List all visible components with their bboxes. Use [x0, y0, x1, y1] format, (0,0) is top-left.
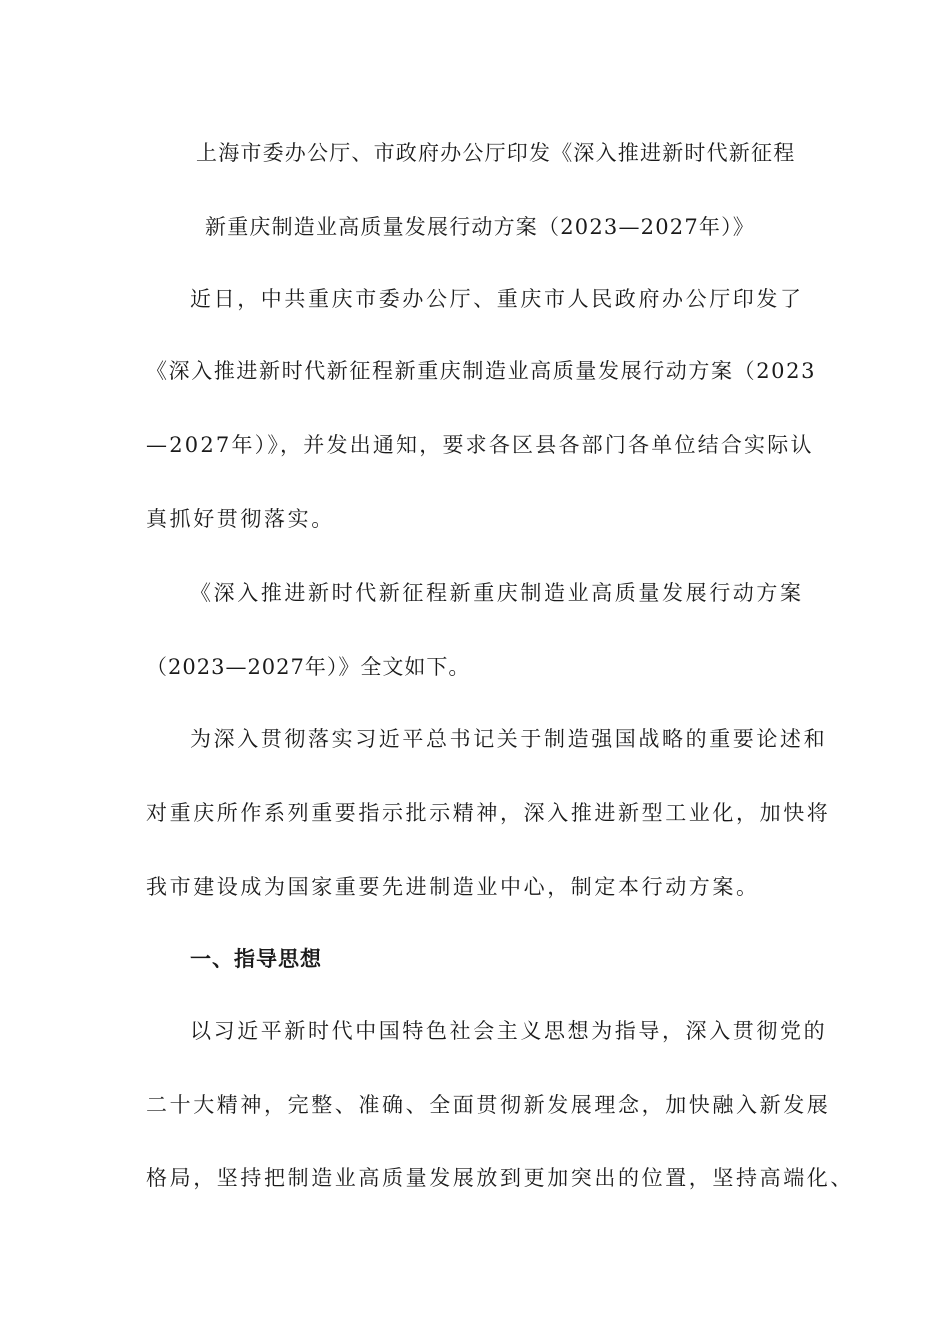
document-title-line-1: 上海市委办公厅、市政府办公厅印发《深入推进新时代新征程	[196, 141, 796, 165]
paragraph-4-line-2: 二十大精神，完整、准确、全面贯彻新发展理念，加快融入新发展	[146, 1093, 831, 1117]
paragraph-4-line-3: 格局，坚持把制造业高质量发展放到更加突出的位置，坚持高端化、	[146, 1166, 854, 1190]
section-heading: 一、指导思想	[190, 946, 322, 971]
paragraph-1-line-3: —2027年）》，并发出通知，要求各区县各部门各单位结合实际认	[146, 433, 814, 457]
paragraph-4-line-1: 以习近平新时代中国特色社会主义思想为指导，深入贯彻党的	[190, 1019, 828, 1043]
paragraph-3-line-1: 为深入贯彻落实习近平总书记关于制造强国战略的重要论述和	[190, 727, 828, 751]
paragraph-1-line-1: 近日，中共重庆市委办公厅、重庆市人民政府办公厅印发了	[190, 287, 804, 311]
paragraph-2-line-1: 《深入推进新时代新征程新重庆制造业高质量发展行动方案	[190, 581, 804, 605]
document-title-line-2: 新重庆制造业高质量发展行动方案（2023—2027年）》	[205, 215, 755, 239]
paragraph-1-line-4: 真抓好贯彻落实。	[146, 507, 335, 531]
paragraph-1-line-2: 《深入推进新时代新征程新重庆制造业高质量发展行动方案（2023	[146, 359, 817, 383]
paragraph-3-line-2: 对重庆所作系列重要指示批示精神，深入推进新型工业化，加快将	[146, 801, 831, 825]
paragraph-3-line-3: 我市建设成为国家重要先进制造业中心，制定本行动方案。	[146, 875, 760, 899]
paragraph-2-line-2: （2023—2027年）》全文如下。	[146, 655, 471, 679]
